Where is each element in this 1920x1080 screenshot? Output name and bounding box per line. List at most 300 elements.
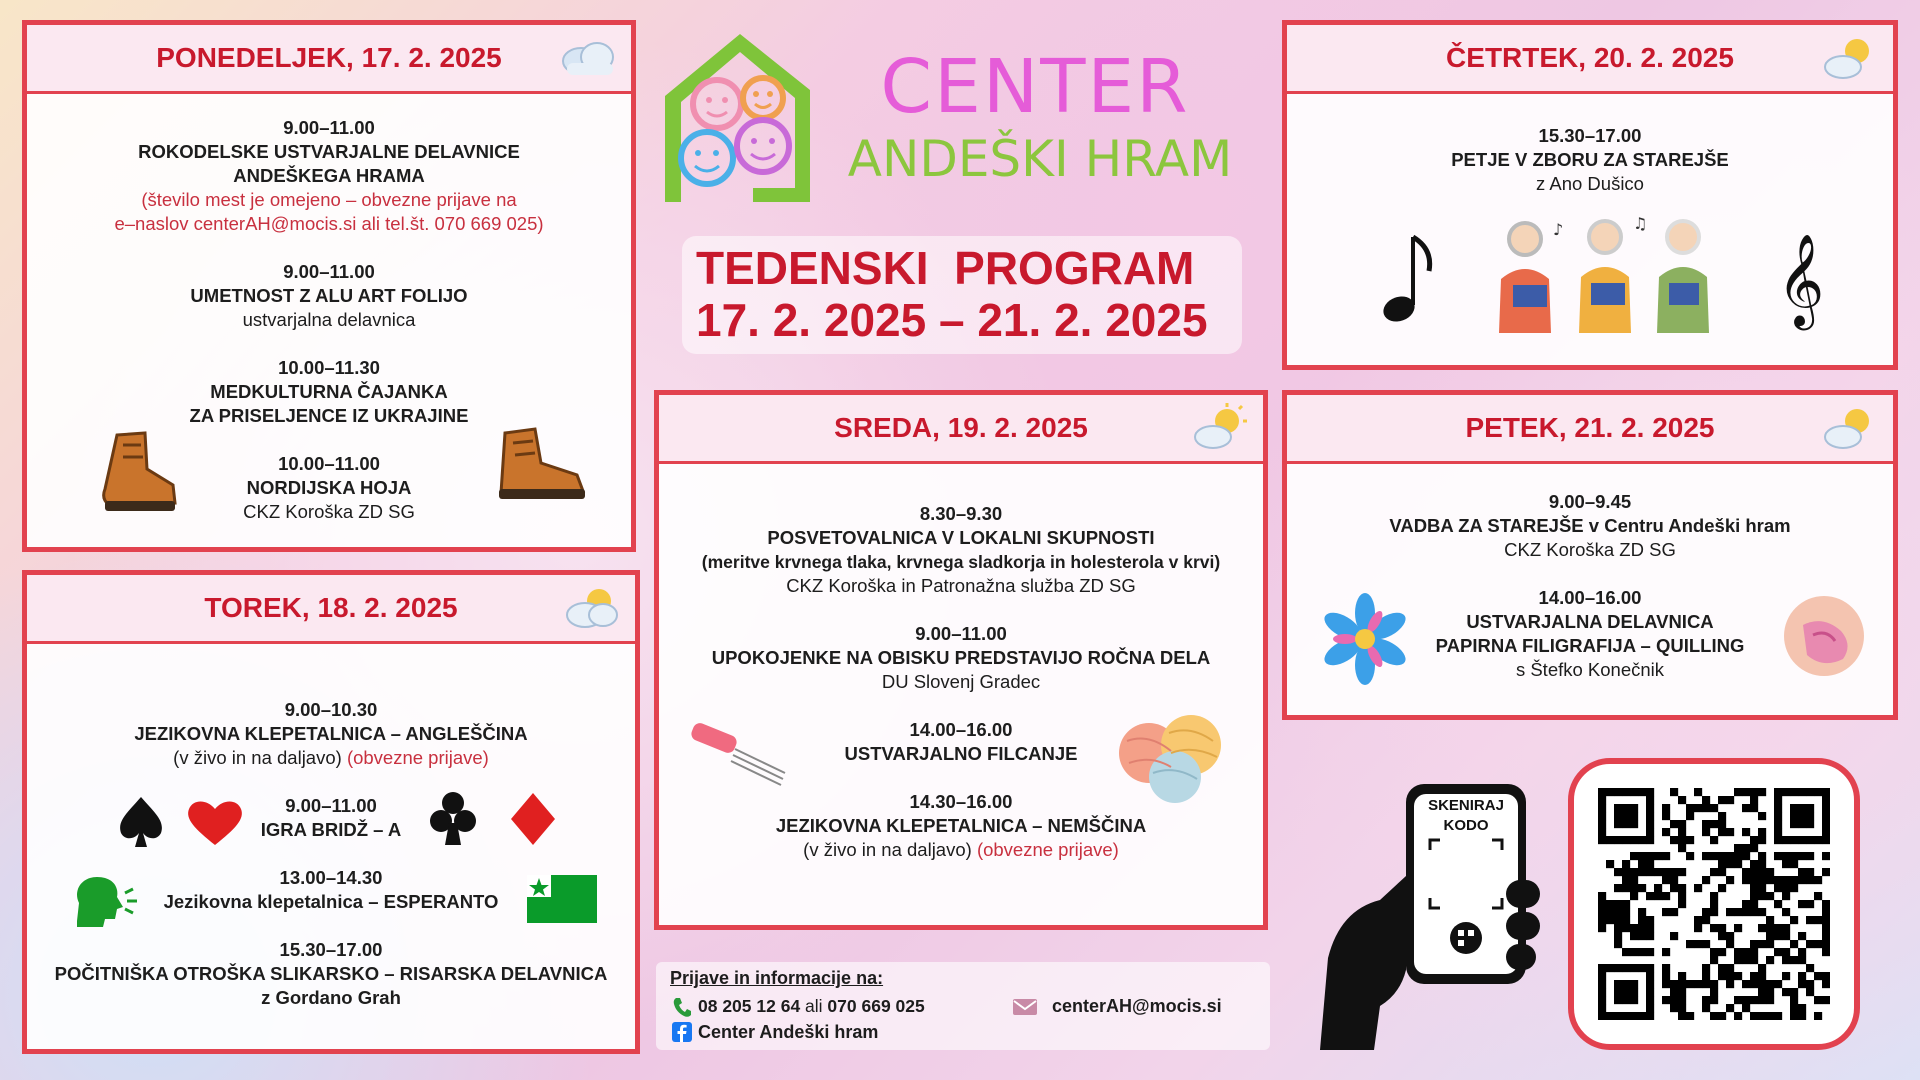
qr-module (1710, 924, 1718, 932)
partly-sunny-icon (1819, 403, 1883, 453)
qr-module (1718, 820, 1726, 828)
qr-module (1662, 892, 1670, 900)
qr-module (1662, 852, 1670, 860)
qr-module (1750, 972, 1758, 980)
event-subtitle: s Štefko Konečnik (1515, 659, 1665, 680)
program-title: TEDENSKI PROGRAM (696, 242, 1195, 294)
qr-module (1734, 788, 1742, 796)
event-time: 15.30–17.00 (279, 939, 383, 960)
qr-module (1774, 1012, 1782, 1020)
qr-module (1726, 980, 1734, 988)
qr-module (1734, 860, 1742, 868)
qr-module (1598, 988, 1606, 996)
qr-module (1662, 980, 1670, 988)
qr-module (1782, 892, 1790, 900)
qr-module (1598, 980, 1606, 988)
qr-module (1598, 996, 1606, 1004)
qr-module (1678, 980, 1686, 988)
scan-phone-illustration (1310, 780, 1550, 1050)
phone-number[interactable]: 070 669 025 (827, 996, 925, 1016)
qr-module (1686, 980, 1694, 988)
qr-module (1750, 836, 1758, 844)
qr-module (1822, 916, 1830, 924)
qr-module (1694, 788, 1702, 796)
qr-module (1774, 828, 1782, 836)
qr-module (1710, 980, 1718, 988)
brand-name-line2: ANDEŠKI HRAM (847, 130, 1233, 188)
qr-module (1750, 900, 1758, 908)
qr-module (1790, 956, 1798, 964)
qr-module (1814, 940, 1822, 948)
qr-module (1662, 948, 1670, 956)
qr-module (1758, 924, 1766, 932)
qr-module (1710, 804, 1718, 812)
event-subtitle: DU Slovenj Gradec (881, 671, 1041, 692)
event-mode: (v živo in na daljavo) (173, 747, 347, 768)
qr-module (1702, 876, 1710, 884)
qr-module (1662, 996, 1670, 1004)
event-title: VADBA ZA STAREJŠE v Centru Andeški hram (1389, 515, 1791, 536)
qr-module (1790, 940, 1798, 948)
qr-module (1790, 916, 1798, 924)
contact-box (656, 962, 1270, 1050)
event-item (659, 502, 1263, 598)
qr-module (1798, 852, 1806, 860)
qr-module (1822, 812, 1830, 820)
qr-module (1718, 828, 1726, 836)
partly-sunny-icon (1189, 403, 1253, 453)
qr-module (1606, 916, 1614, 924)
qr-module (1782, 852, 1790, 860)
qr-module (1750, 940, 1758, 948)
qr-module (1670, 788, 1678, 796)
qr-module (1782, 988, 1790, 996)
qr-module (1646, 1012, 1654, 1020)
qr-module (1686, 1012, 1694, 1020)
qr-module (1814, 892, 1822, 900)
qr-module (1758, 836, 1766, 844)
svg-text:♫: ♫ (1633, 215, 1648, 233)
qr-module (1630, 948, 1638, 956)
qr-module (1822, 820, 1830, 828)
qr-module (1598, 908, 1606, 916)
event-time: 14.00–16.00 (909, 719, 1013, 740)
monday-day-title: PONEDELJEK, 17. 2. 2025 (156, 42, 502, 73)
event-note: (število mest je omejeno – obvezne prijave na (141, 189, 517, 210)
wednesday-header (659, 395, 1263, 464)
qr-module (1710, 988, 1718, 996)
qr-module (1718, 932, 1726, 940)
qr-module (1646, 796, 1654, 804)
quilling-hands-icon (1783, 595, 1865, 677)
qr-module (1782, 972, 1790, 980)
qr-module (1798, 1004, 1806, 1012)
qr-module (1702, 820, 1710, 828)
qr-module (1678, 868, 1686, 876)
qr-module (1630, 996, 1638, 1004)
qr-module (1758, 852, 1766, 860)
qr-module (1670, 820, 1678, 828)
qr-module (1630, 852, 1638, 860)
qr-module (1806, 964, 1814, 972)
brand-name-line1: CENTER (880, 44, 1190, 130)
qr-module (1782, 948, 1790, 956)
qr-module (1798, 972, 1806, 980)
qr-module (1678, 828, 1686, 836)
event-subtitle: z Ano Dušico (1536, 173, 1644, 194)
qr-module (1742, 868, 1750, 876)
qr-module (1646, 1004, 1654, 1012)
qr-module (1710, 852, 1718, 860)
monday-header (27, 25, 631, 94)
qr-module (1614, 836, 1622, 844)
contact-heading: Prijave in informacije na: (670, 968, 884, 988)
qr-module (1614, 788, 1622, 796)
qr-module (1702, 964, 1710, 972)
event-mode: (v živo in na daljavo) (803, 839, 977, 860)
event-note: e–naslov centerAH@mocis.si ali tel.št. 070 669 025) (114, 213, 544, 234)
qr-module (1622, 916, 1630, 924)
qr-module (1742, 828, 1750, 836)
qr-module (1774, 924, 1782, 932)
event-title: POČITNIŠKA OTROŠKA SLIKARSKO – RISARSKA DELAVNICA (54, 963, 608, 984)
event-time: 14.30–16.00 (909, 791, 1013, 812)
qr-module (1702, 828, 1710, 836)
qr-module (1822, 852, 1830, 860)
qr-module (1646, 972, 1654, 980)
qr-module (1750, 980, 1758, 988)
qr-module (1734, 844, 1742, 852)
qr-module (1614, 940, 1622, 948)
qr-module (1638, 948, 1646, 956)
qr-module (1758, 860, 1766, 868)
qr-module (1798, 788, 1806, 796)
qr-module (1710, 948, 1718, 956)
friday-header (1287, 395, 1893, 464)
event-subtitle: CKZ Koroška in Patronažna služba ZD SG (786, 575, 1136, 596)
qr-module (1814, 836, 1822, 844)
qr-module (1614, 884, 1622, 892)
qr-module (1734, 852, 1742, 860)
qr-module (1782, 876, 1790, 884)
qr-module (1798, 948, 1806, 956)
qr-module (1694, 980, 1702, 988)
qr-module (1758, 788, 1766, 796)
qr-module (1678, 1012, 1686, 1020)
qr-module (1670, 876, 1678, 884)
qr-module (1614, 932, 1622, 940)
scan-code-label (1416, 796, 1516, 836)
qr-module (1630, 988, 1638, 996)
qr-module (1678, 1004, 1686, 1012)
event-time: 8.30–9.30 (919, 503, 1003, 524)
qr-module (1822, 972, 1830, 980)
qr-module (1638, 964, 1646, 972)
qr-module (1646, 932, 1654, 940)
qr-module (1718, 884, 1726, 892)
qr-module (1790, 812, 1798, 820)
qr-module (1622, 908, 1630, 916)
qr-module (1670, 932, 1678, 940)
qr-module (1622, 980, 1630, 988)
event-title: NORDIJSKA HOJA (246, 477, 412, 498)
event-item (27, 116, 631, 236)
qr-module (1606, 836, 1614, 844)
qr-module (1622, 884, 1630, 892)
qr-module (1702, 1004, 1710, 1012)
qr-module (1742, 948, 1750, 956)
qr-module (1822, 804, 1830, 812)
qr-module (1622, 820, 1630, 828)
event-time: 9.00–11.00 (285, 795, 377, 816)
qr-module (1782, 788, 1790, 796)
tuesday-panel (22, 570, 640, 1054)
qr-module (1598, 812, 1606, 820)
event-note: (obvezne prijave) (346, 747, 489, 768)
qr-module (1758, 868, 1766, 876)
event-subtitle: ustvarjalna delavnica (242, 309, 416, 330)
event-item (27, 356, 631, 428)
event-item (1287, 490, 1893, 562)
qr-module (1774, 788, 1782, 796)
qr-module (1670, 996, 1678, 1004)
quilling-flower-icon (1317, 591, 1413, 687)
event-time: 13.00–14.30 (279, 867, 383, 888)
qr-module (1630, 812, 1638, 820)
qr-module (1766, 932, 1774, 940)
qr-module (1622, 788, 1630, 796)
qr-module (1646, 988, 1654, 996)
qr-module (1606, 908, 1614, 916)
qr-module (1646, 820, 1654, 828)
event-title: ZA PRISELJENCE IZ UKRAJINE (189, 405, 469, 426)
qr-module (1750, 804, 1758, 812)
yarn-balls-icon (1113, 711, 1231, 805)
wednesday-panel (654, 390, 1268, 930)
qr-module (1774, 980, 1782, 988)
event-item (27, 938, 635, 1010)
qr-module (1798, 868, 1806, 876)
event-item (27, 260, 631, 332)
qr-module (1598, 836, 1606, 844)
program-dates: 17. 2. 2025 – 21. 2. 2025 (696, 294, 1208, 346)
qr-module (1766, 988, 1774, 996)
qr-module (1670, 884, 1678, 892)
qr-module (1798, 812, 1806, 820)
qr-code-frame (1568, 758, 1860, 1050)
qr-module (1646, 948, 1654, 956)
qr-module (1742, 852, 1750, 860)
qr-module (1622, 836, 1630, 844)
qr-module (1598, 1012, 1606, 1020)
qr-module (1758, 908, 1766, 916)
qr-module (1598, 924, 1606, 932)
qr-module (1766, 868, 1774, 876)
qr-module (1718, 948, 1726, 956)
event-title: z Gordano Grah (261, 987, 401, 1008)
partly-sunny-icon (1819, 33, 1883, 83)
qr-module (1598, 916, 1606, 924)
qr-module (1742, 956, 1750, 964)
qr-module (1766, 1012, 1774, 1020)
qr-module (1646, 980, 1654, 988)
qr-module (1782, 932, 1790, 940)
cloudy-weather-icon (557, 33, 621, 83)
qr-module (1710, 868, 1718, 876)
qr-module (1718, 1012, 1726, 1020)
phone-number[interactable]: 08 205 12 64 (698, 996, 801, 1016)
qr-module (1654, 892, 1662, 900)
qr-module (1702, 980, 1710, 988)
qr-module (1662, 908, 1670, 916)
qr-code[interactable] (1598, 788, 1830, 1020)
qr-module (1614, 908, 1622, 916)
qr-module (1798, 980, 1806, 988)
qr-module (1638, 788, 1646, 796)
qr-module (1654, 852, 1662, 860)
qr-module (1646, 868, 1654, 876)
qr-module (1670, 1004, 1678, 1012)
qr-module (1750, 948, 1758, 956)
qr-module (1726, 940, 1734, 948)
qr-module (1678, 892, 1686, 900)
qr-module (1646, 804, 1654, 812)
qr-module (1694, 924, 1702, 932)
qr-module (1630, 836, 1638, 844)
qr-module (1614, 996, 1622, 1004)
hiking-boot-icon (495, 423, 591, 507)
qr-module (1638, 836, 1646, 844)
qr-module (1822, 828, 1830, 836)
qr-module (1822, 948, 1830, 956)
qr-module (1646, 892, 1654, 900)
qr-module (1782, 884, 1790, 892)
qr-module (1646, 836, 1654, 844)
qr-module (1774, 876, 1782, 884)
program-title-box (682, 236, 1242, 354)
qr-module (1630, 876, 1638, 884)
qr-module (1734, 996, 1742, 1004)
qr-module (1766, 916, 1774, 924)
mail-icon (1012, 998, 1038, 1016)
qr-module (1742, 1004, 1750, 1012)
event-title: JEZIKOVNA KLEPETALNICA – ANGLEŠČINA (134, 723, 528, 744)
qr-module (1630, 868, 1638, 876)
qr-module (1726, 1004, 1734, 1012)
qr-module (1606, 860, 1614, 868)
qr-module (1758, 812, 1766, 820)
qr-module (1758, 892, 1766, 900)
qr-module (1622, 948, 1630, 956)
qr-module (1598, 828, 1606, 836)
qr-module (1718, 812, 1726, 820)
qr-module (1646, 788, 1654, 796)
qr-module (1790, 884, 1798, 892)
qr-module (1726, 860, 1734, 868)
qr-module (1782, 956, 1790, 964)
qr-module (1662, 828, 1670, 836)
event-time: 9.00–11.00 (283, 261, 375, 282)
qr-module (1702, 908, 1710, 916)
qr-module (1702, 916, 1710, 924)
qr-module (1766, 980, 1774, 988)
qr-module (1630, 932, 1638, 940)
event-title: UPOKOJENKE NA OBISKU PREDSTAVIJO ROČNA DELA (711, 647, 1211, 668)
facebook-link[interactable]: Center Andeški hram (698, 1022, 879, 1042)
qr-module (1678, 844, 1686, 852)
qr-module (1758, 884, 1766, 892)
house-logo-icon (655, 26, 815, 211)
qr-module (1806, 804, 1814, 812)
qr-module (1630, 820, 1638, 828)
qr-module (1630, 1012, 1638, 1020)
qr-module (1806, 868, 1814, 876)
qr-module (1742, 980, 1750, 988)
qr-module (1630, 892, 1638, 900)
qr-module (1734, 924, 1742, 932)
qr-module (1622, 860, 1630, 868)
event-time: 10.00–11.00 (278, 453, 380, 474)
qr-module (1806, 980, 1814, 988)
qr-module (1758, 972, 1766, 980)
qr-module (1814, 972, 1822, 980)
qr-module (1678, 900, 1686, 908)
qr-module (1750, 884, 1758, 892)
qr-module (1726, 964, 1734, 972)
qr-module (1630, 884, 1638, 892)
qr-module (1750, 876, 1758, 884)
qr-module (1638, 860, 1646, 868)
qr-module (1758, 996, 1766, 1004)
tuesday-day-title: TOREK, 18. 2. 2025 (204, 592, 458, 623)
qr-module (1758, 980, 1766, 988)
qr-module (1622, 996, 1630, 1004)
qr-module (1798, 836, 1806, 844)
qr-module (1614, 980, 1622, 988)
choir-singers-icon (1483, 215, 1733, 335)
qr-module (1726, 876, 1734, 884)
event-title: UMETNOST Z ALU ART FOLIJO (190, 285, 468, 306)
event-time: 9.00–11.00 (915, 623, 1007, 644)
qr-module (1758, 940, 1766, 948)
qr-module (1646, 964, 1654, 972)
qr-module (1750, 860, 1758, 868)
qr-module (1630, 924, 1638, 932)
event-title: PAPIRNA FILIGRAFIJA – QUILLING (1435, 635, 1745, 656)
qr-module (1782, 908, 1790, 916)
qr-module (1614, 1012, 1622, 1020)
qr-module (1742, 804, 1750, 812)
qr-module (1670, 988, 1678, 996)
email-link[interactable]: centerAH@mocis.si (1052, 996, 1222, 1016)
event-title: JEZIKOVNA KLEPETALNICA – NEMŠČINA (775, 815, 1147, 836)
thursday-header (1287, 25, 1893, 94)
qr-module (1606, 1012, 1614, 1020)
qr-module (1702, 804, 1710, 812)
qr-module (1670, 836, 1678, 844)
qr-module (1710, 892, 1718, 900)
facebook-icon (672, 1022, 692, 1042)
qr-module (1662, 964, 1670, 972)
qr-module (1822, 940, 1830, 948)
event-subtitle (27, 746, 635, 770)
qr-module (1662, 804, 1670, 812)
qr-module (1790, 820, 1798, 828)
event-time: 9.00–9.45 (1548, 491, 1632, 512)
qr-module (1798, 804, 1806, 812)
qr-module (1790, 876, 1798, 884)
qr-module (1750, 796, 1758, 804)
